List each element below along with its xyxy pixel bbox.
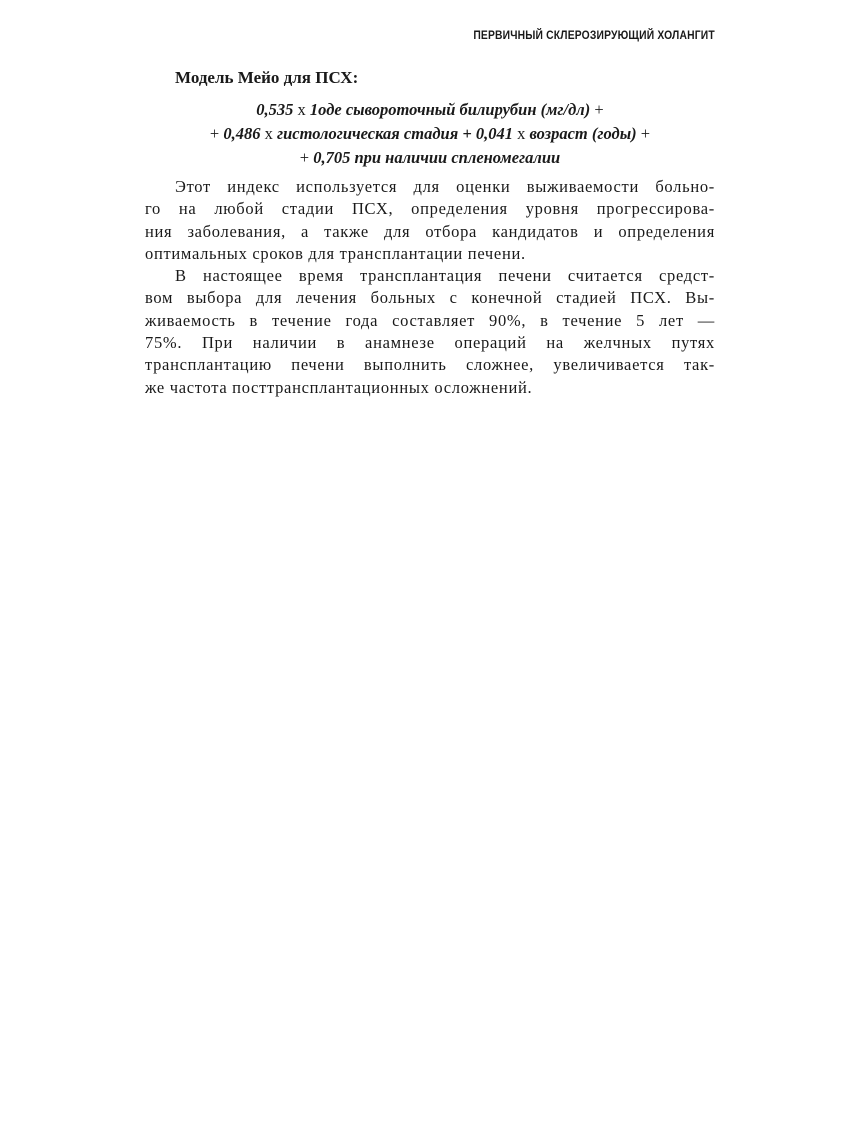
body-text [145, 176, 715, 399]
formula-line-3 [145, 146, 715, 170]
running-header: ПЕРВИЧНЫЙ СКЛЕРОЗИРУЮЩИЙ ХОЛАНГИТ [473, 28, 715, 42]
text-line: же частота посттрансплантационных осложнений. [145, 377, 533, 397]
section-title: Модель Мейо для ПСХ: [175, 68, 359, 87]
text-line: 75%. При наличии в анамнезе операций на желчных путях [145, 333, 715, 353]
text-line: оптимальных сроков для трансплантации печени. [145, 243, 526, 263]
text-line: живаемость в течение года составляет 90%, в течение 5 лет — [145, 310, 715, 330]
paragraph-1 [145, 176, 715, 265]
text-line: ния заболевания, а также для отбора кандидатов и определения [145, 221, 715, 241]
formula-line-1 [145, 98, 715, 122]
formula-operator: + [209, 124, 224, 143]
formula-operator: + [590, 100, 604, 119]
mayo-formula [145, 98, 715, 170]
formula-operator: x [293, 100, 310, 119]
formula-term: 1оде сывороточный билирубин (мг/дл) [309, 100, 591, 119]
paragraph-2 [145, 265, 715, 399]
text-line: Этот индекс используется для оценки выживаемости больно- [175, 177, 715, 196]
formula-term: гистологическая стадия + 0,041 [276, 124, 513, 143]
formula-coefficient: 0,486 [223, 124, 261, 143]
formula-operator: + [636, 124, 651, 143]
formula-term: 0,705 при наличии спленомегалии [313, 148, 561, 167]
text-line: трансплантацию печени выполнить сложнее, увеличивается так- [145, 355, 715, 375]
formula-line-2 [145, 122, 715, 146]
text-line: вом выбора для лечения больных с конечной стадией ПСХ. Вы- [145, 288, 715, 308]
formula-term: возраст (годы) [529, 124, 637, 143]
formula-operator: x [512, 124, 530, 143]
text-line: В настоящее время трансплантация печени считается средст- [175, 266, 715, 286]
formula-operator: + [299, 148, 314, 167]
formula-operator: x [260, 124, 277, 143]
formula-coefficient: 0,535 [256, 100, 294, 119]
text-line: го на любой стадии ПСХ, определения уровня прогрессирова- [145, 199, 715, 219]
